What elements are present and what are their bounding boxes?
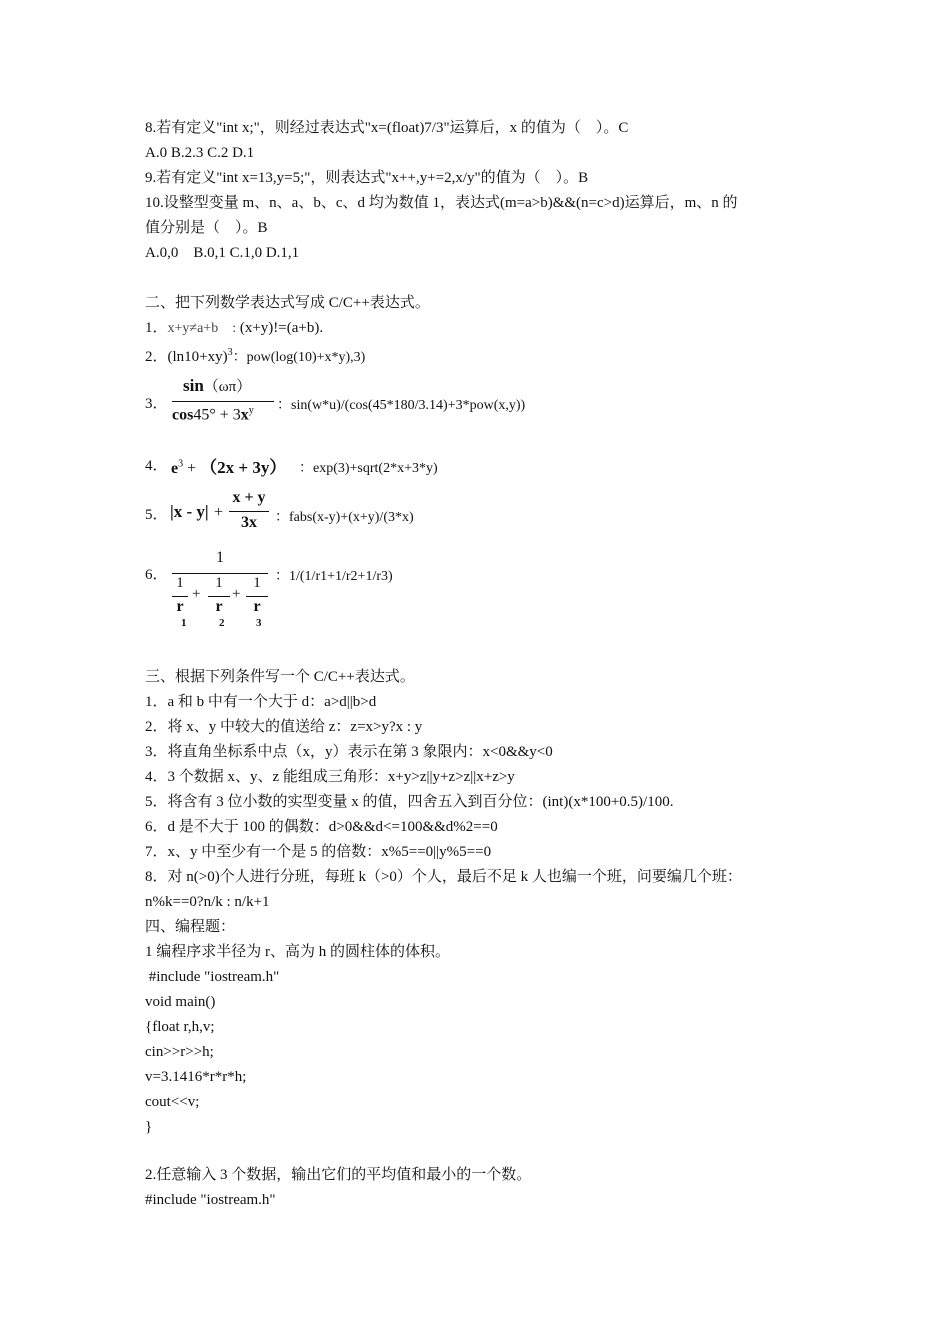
question-8-options: A.0 B.2.3 C.2 D.1 <box>145 145 255 161</box>
c-answer: ：pow(log(10)+x*y),3) <box>232 350 366 365</box>
sub-denominator-3: r <box>253 598 261 615</box>
subscript-2: 2 <box>219 617 225 629</box>
list-item: 7．x、y 中至少有一个是 5 的倍数：x%5==0||y%5==0 <box>145 844 492 860</box>
question-9: 9.若有定义"int x=13,y=5;"，则表达式"x++,y+=2,x/y"的值为（ ）。B <box>145 170 589 186</box>
c-answer: ：sin(w*u)/(cos(45*180/3.14)+3*pow(x,y)) <box>277 398 526 413</box>
code-line: void main() <box>145 994 216 1010</box>
list-item: n%k==0?n/k : n/k+1 <box>145 894 270 910</box>
code-line: {float r,h,v; <box>145 1019 215 1035</box>
math-expression: $e^3 + (2x + 3y)$ <box>171 458 287 477</box>
fraction-bar <box>172 401 274 402</box>
sub-fraction-bar-1 <box>172 596 188 597</box>
fraction-numerator: 1 <box>216 549 224 566</box>
sub-denominator-2: r <box>215 598 223 615</box>
list-item: 2．将 x、y 中较大的值送给 z：z=x>y?x : y <box>145 719 423 735</box>
fraction-denominator: 3x <box>241 514 257 531</box>
plus-sign: + <box>214 504 224 521</box>
item-number: 2． <box>145 349 168 365</box>
fraction-bar <box>229 511 269 512</box>
question-10-options: A.0,0 B.0,1 C.1,0 D.1,1 <box>145 245 300 261</box>
item-number: 1． <box>145 320 168 336</box>
fraction-denominator: $\cos 45^\circ + 3x^y$ <box>172 405 254 424</box>
section-4-heading: 四、编程题： <box>145 919 236 935</box>
expr-item-2 <box>145 343 365 368</box>
code-line: cout<<v; <box>145 1094 200 1110</box>
item-number: 6． <box>145 567 168 583</box>
plus-sign: + <box>192 586 201 602</box>
code-line: #include "iostream.h" <box>145 969 280 985</box>
subscript-3: 3 <box>256 617 262 629</box>
math-expression: x+y≠a+b : <box>167 321 237 336</box>
fraction-numerator: x + y <box>232 489 266 506</box>
list-item: 3．将直角坐标系中点（x，y）表示在第 3 象限内：x<0&&y<0 <box>145 744 553 760</box>
list-item: 5．将含有 3 位小数的实型变量 x 的值，四舍五入到百分位：(int)(x*100+0.5)/100. <box>145 794 674 810</box>
section-2-heading: 二、把下列数学表达式写成 C/C++表达式。 <box>145 295 430 311</box>
c-answer: ：1/(1/r1+1/r2+1/r3) <box>275 569 393 584</box>
item-number: 3． <box>145 396 168 412</box>
item-number: 4． <box>145 458 168 474</box>
question-10-line1: 10.设整型变量 m、n、a、b、c、d 均为数值 1，表达式(m=a>b)&&(n=c>d)运算后，m、n 的 <box>145 195 738 211</box>
sub-numerator-2: 1 <box>215 575 223 591</box>
math-exponent: 3 <box>227 347 233 358</box>
list-item: 6．d 是不大于 100 的偶数：d>0&&d<=100&&d%2==0 <box>145 819 498 835</box>
list-item: 8．对 n(>0)个人进行分班，每班 k（>0）个人，最后不足 k 人也编一个班，问要编几个班： <box>145 869 742 885</box>
sub-numerator-1: 1 <box>176 575 184 591</box>
absolute-value: |x - y| <box>170 502 209 521</box>
sub-fraction-bar-3 <box>246 596 268 597</box>
sub-fraction-bar-2 <box>208 596 230 597</box>
sub-numerator-3: 1 <box>253 575 261 591</box>
question-8: 8.若有定义"int x;"，则经过表达式"x=(float)7/3"运算后，x 的值为（ ）。C <box>145 120 629 136</box>
question-10-line2: 值分别是（ ）。B <box>145 220 268 236</box>
list-item: 1．a 和 b 中有一个大于 d：a>d||b>d <box>145 694 377 710</box>
math-expression: (ln10+xy) <box>167 349 228 365</box>
code-line: cin>>r>>h; <box>145 1044 214 1060</box>
c-answer: (x+y)!=(a+b). <box>239 320 324 336</box>
plus-sign: + <box>232 586 241 602</box>
problem-2-title: 2.任意输入 3 个数据，输出它们的平均值和最小的一个数。 <box>145 1167 532 1183</box>
code-line: v=3.1416*r*r*h; <box>145 1069 247 1085</box>
code-line: } <box>145 1119 153 1135</box>
c-answer: ：exp(3)+sqrt(2*x+3*y) <box>299 461 438 476</box>
subscript-1: 1 <box>181 617 187 629</box>
list-item: 4．3 个数据 x、y、z 能组成三角形：x+y>z||y+z>z||x+z>y <box>145 769 515 785</box>
problem-1-title: 1 编程序求半径为 r、高为 h 的圆柱体的体积。 <box>145 944 450 960</box>
fraction-numerator: sin（ωπ） <box>183 376 252 395</box>
expr-item-1 <box>145 318 323 339</box>
fraction-bar <box>172 573 268 574</box>
c-answer: ：fabs(x-y)+(x+y)/(3*x) <box>275 510 414 525</box>
code-line: #include "iostream.h" <box>145 1192 276 1208</box>
sub-denominator-1: r <box>176 598 184 615</box>
section-3-heading: 三、根据下列条件写一个 C/C++表达式。 <box>145 669 415 685</box>
item-number: 5． <box>145 507 168 523</box>
